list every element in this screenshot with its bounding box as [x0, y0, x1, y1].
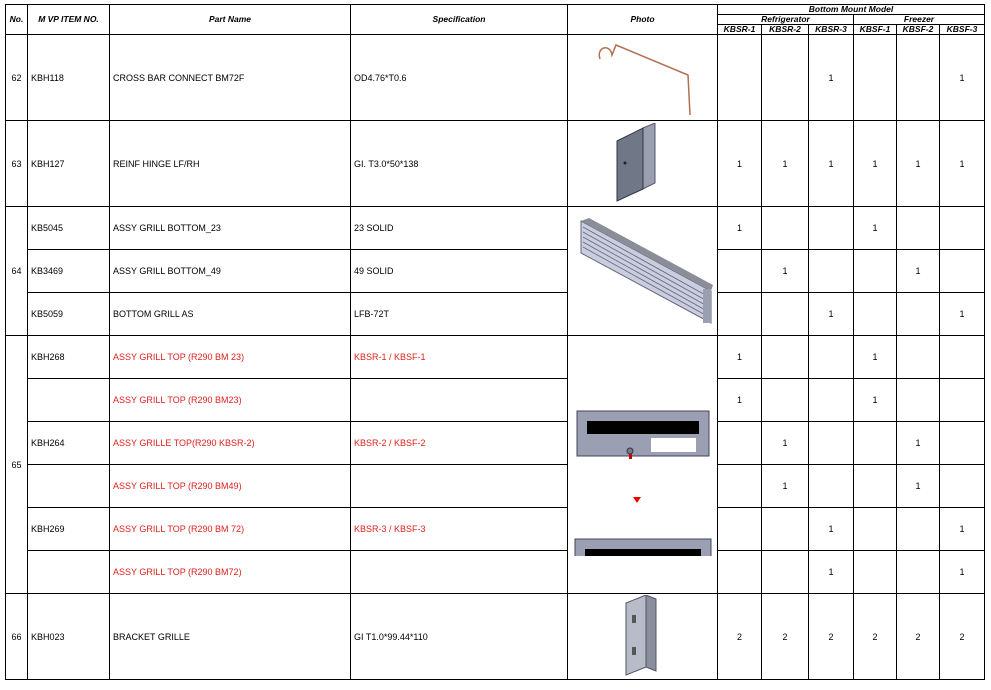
qty-kbsf-1: [854, 250, 897, 293]
item-number: 66: [6, 594, 28, 680]
specification: 23 SOLID: [351, 207, 568, 250]
header-refrigerator: Refrigerator: [718, 15, 854, 25]
qty-kbsf-3: [940, 422, 985, 465]
qty-kbsr-2: [762, 35, 809, 121]
specification: [351, 551, 568, 594]
mvp-item-no: [28, 379, 110, 422]
qty-kbsf-2: 1: [897, 422, 940, 465]
qty-kbsr-3: [809, 465, 854, 508]
part-name: ASSY GRILL BOTTOM_49: [110, 250, 351, 293]
table-row: [6, 121, 985, 207]
part-name: ASSY GRILL TOP (R290 BM49): [110, 465, 351, 508]
qty-kbsf-1: [854, 551, 897, 594]
qty-kbsf-2: [897, 336, 940, 379]
qty-kbsf-3: 1: [940, 35, 985, 121]
header-no: No.: [6, 5, 28, 35]
qty-kbsf-1: 1: [854, 121, 897, 207]
item-number: 62: [6, 35, 28, 121]
qty-kbsf-1: [854, 293, 897, 336]
item-number: 63: [6, 121, 28, 207]
qty-kbsr-1: 1: [718, 121, 762, 207]
specification: KBSR-1 / KBSF-1: [351, 336, 568, 379]
qty-kbsf-2: [897, 293, 940, 336]
qty-kbsr-3: [809, 422, 854, 465]
header-model-kbsr-2: KBSR-2: [762, 25, 809, 35]
mvp-item-no: KBH118: [28, 35, 110, 121]
qty-kbsr-3: 1: [809, 35, 854, 121]
qty-kbsr-2: [762, 207, 809, 250]
qty-kbsf-1: [854, 422, 897, 465]
qty-kbsr-2: 1: [762, 465, 809, 508]
specification: GI T1.0*99.44*110: [351, 594, 568, 680]
qty-kbsf-3: [940, 250, 985, 293]
part-name: ASSY GRILL BOTTOM_23: [110, 207, 351, 250]
qty-kbsr-3: 1: [809, 551, 854, 594]
mvp-item-no: KBH269: [28, 508, 110, 551]
grill-bottom-photo: [568, 207, 718, 336]
part-name: ASSY GRILL TOP (R290 BM 72): [110, 508, 351, 551]
header-model-kbsf-1: KBSF-1: [854, 25, 897, 35]
table-row: [6, 465, 985, 508]
qty-kbsr-2: [762, 508, 809, 551]
specification: KBSR-2 / KBSF-2: [351, 422, 568, 465]
qty-kbsf-3: [940, 465, 985, 508]
header-part-name: Part Name: [110, 5, 351, 35]
qty-kbsf-3: [940, 379, 985, 422]
qty-kbsr-1: [718, 250, 762, 293]
parts-table: [5, 4, 985, 680]
item-number: 65: [6, 336, 28, 594]
qty-kbsf-3: [940, 207, 985, 250]
part-name: ASSY GRILL TOP (R290 BM 23): [110, 336, 351, 379]
table-row: [6, 422, 985, 465]
qty-kbsr-3: 1: [809, 121, 854, 207]
qty-kbsr-1: 1: [718, 336, 762, 379]
table-row: [6, 336, 985, 379]
qty-kbsf-2: [897, 551, 940, 594]
header-model-kbsf-2: KBSF-2: [897, 25, 940, 35]
qty-kbsf-2: [897, 379, 940, 422]
qty-kbsr-1: 1: [718, 207, 762, 250]
qty-kbsr-3: [809, 336, 854, 379]
specification: [351, 379, 568, 422]
part-name: ASSY GRILLE TOP(R290 KBSR-2): [110, 422, 351, 465]
mvp-item-no: KBH268: [28, 336, 110, 379]
header-specification: Specification: [351, 5, 568, 35]
table-row: [6, 250, 985, 293]
table-row: [6, 551, 985, 594]
table-row: [6, 508, 985, 551]
part-name: BRACKET GRILLE: [110, 594, 351, 680]
qty-kbsr-1: [718, 508, 762, 551]
cross-bar-photo: [568, 35, 718, 121]
qty-kbsr-3: 2: [809, 594, 854, 680]
qty-kbsf-3: 1: [940, 121, 985, 207]
qty-kbsf-3: 1: [940, 293, 985, 336]
qty-kbsf-1: 1: [854, 207, 897, 250]
header-model-kbsr-1: KBSR-1: [718, 25, 762, 35]
table-row: [6, 379, 985, 422]
table-row: [6, 35, 985, 121]
header-photo: Photo: [568, 5, 718, 35]
qty-kbsf-2: 1: [897, 250, 940, 293]
qty-kbsf-2: 1: [897, 465, 940, 508]
qty-kbsf-3: [940, 336, 985, 379]
qty-kbsr-2: 1: [762, 422, 809, 465]
bracket-photo: [568, 594, 718, 680]
part-name: REINF HINGE LF/RH: [110, 121, 351, 207]
qty-kbsf-3: 1: [940, 551, 985, 594]
specification: OD4.76*T0.6: [351, 35, 568, 121]
qty-kbsr-2: [762, 336, 809, 379]
mvp-item-no: [28, 551, 110, 594]
part-name: ASSY GRILL TOP (R290 BM23): [110, 379, 351, 422]
item-number: 64: [6, 207, 28, 336]
qty-kbsr-2: [762, 551, 809, 594]
part-name: BOTTOM GRILL AS: [110, 293, 351, 336]
qty-kbsf-2: [897, 35, 940, 121]
qty-kbsr-1: [718, 293, 762, 336]
header-model-kbsr-3: KBSR-3: [809, 25, 854, 35]
qty-kbsr-1: [718, 35, 762, 121]
specification: [351, 465, 568, 508]
specification: 49 SOLID: [351, 250, 568, 293]
qty-kbsf-3: 2: [940, 594, 985, 680]
qty-kbsr-3: 1: [809, 293, 854, 336]
qty-kbsr-3: [809, 207, 854, 250]
header-freezer: Freezer: [854, 15, 985, 25]
qty-kbsr-1: [718, 465, 762, 508]
mvp-item-no: KB5045: [28, 207, 110, 250]
header-bottom-mount-model: Bottom Mount Model: [718, 5, 985, 15]
qty-kbsf-1: 1: [854, 379, 897, 422]
specification: GI. T3.0*50*138: [351, 121, 568, 207]
hinge-photo: [568, 121, 718, 207]
qty-kbsr-2: 2: [762, 594, 809, 680]
qty-kbsr-1: 2: [718, 594, 762, 680]
qty-kbsf-2: [897, 207, 940, 250]
qty-kbsf-1: 2: [854, 594, 897, 680]
qty-kbsr-2: 1: [762, 250, 809, 293]
qty-kbsr-1: 1: [718, 379, 762, 422]
mvp-item-no: KB5059: [28, 293, 110, 336]
mvp-item-no: [28, 465, 110, 508]
qty-kbsr-3: [809, 379, 854, 422]
header-model-kbsf-3: KBSF-3: [940, 25, 985, 35]
qty-kbsf-2: [897, 508, 940, 551]
qty-kbsf-2: 2: [897, 594, 940, 680]
part-name: ASSY GRILL TOP (R290 BM72): [110, 551, 351, 594]
qty-kbsf-1: [854, 508, 897, 551]
qty-kbsr-1: [718, 551, 762, 594]
part-name: CROSS BAR CONNECT BM72F: [110, 35, 351, 121]
qty-kbsf-1: 1: [854, 336, 897, 379]
mvp-item-no: KBH264: [28, 422, 110, 465]
table-row: [6, 207, 985, 250]
qty-kbsr-3: [809, 250, 854, 293]
specification: KBSR-3 / KBSF-3: [351, 508, 568, 551]
header-item: M VP ITEM NO.: [28, 5, 110, 35]
qty-kbsf-1: [854, 465, 897, 508]
mvp-item-no: KBH023: [28, 594, 110, 680]
qty-kbsr-2: [762, 379, 809, 422]
grill-top-photo: [568, 336, 718, 594]
qty-kbsr-2: 1: [762, 121, 809, 207]
qty-kbsr-3: 1: [809, 508, 854, 551]
table-row: [6, 293, 985, 336]
qty-kbsf-1: [854, 35, 897, 121]
mvp-item-no: KBH127: [28, 121, 110, 207]
qty-kbsr-2: [762, 293, 809, 336]
qty-kbsr-1: [718, 422, 762, 465]
qty-kbsf-2: 1: [897, 121, 940, 207]
mvp-item-no: KB3469: [28, 250, 110, 293]
specification: LFB-72T: [351, 293, 568, 336]
qty-kbsf-3: 1: [940, 508, 985, 551]
table-row: [6, 594, 985, 680]
